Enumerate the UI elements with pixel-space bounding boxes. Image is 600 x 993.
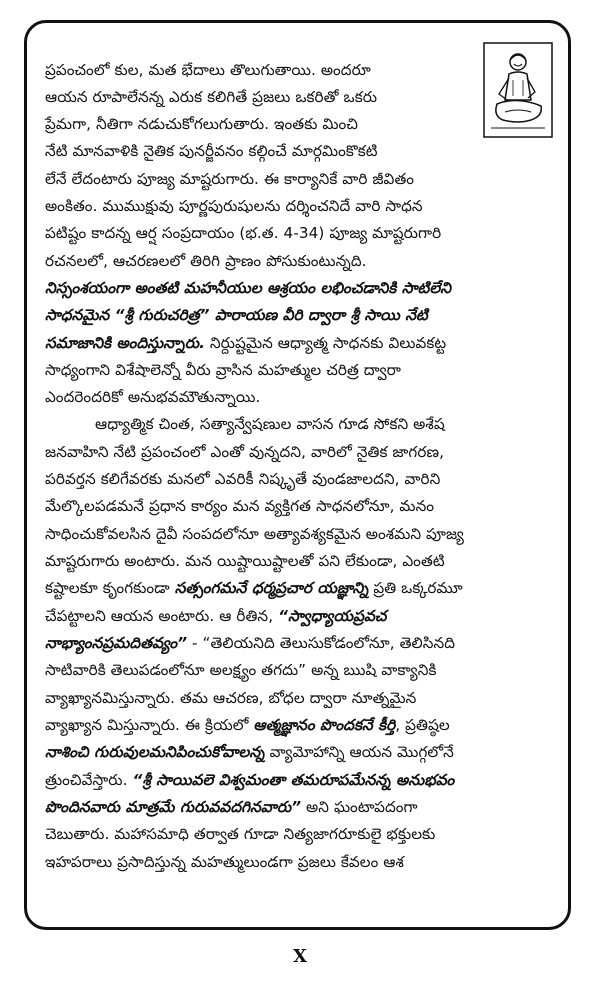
text-line-bold: సాధనమైన “శ్రీ గురుచరిత్ర” పారాయణ వీరి ద్వారా శ్రీ సాయి నేటి <box>45 306 428 324</box>
text-line: ఆయన రూపాలేనన్న ఎరుక కలిగితే ప్రజలు ఒకరితో ఒకరు <box>45 88 378 106</box>
master-portrait-image <box>483 42 553 138</box>
text-span: - “తెలియనిది తెలుసుకోడంలోనూ, తెలిసినది <box>187 634 456 652</box>
text-line: నేటి మానవాళికి నైతిక పునర్జీవనం కల్గించే మార్గమింకొకటి <box>45 142 378 160</box>
text-line-mixed <box>45 797 418 817</box>
text-span: చేపట్టాలని ఆయన అంటారు. ఆ రీతిన, <box>45 607 279 625</box>
text-line: జనవాహిని నేటి ప్రపంచంలో ఎంతో వున్నదని, వారిలో నైతిక జాగరణ, <box>45 443 445 461</box>
text-line: సాధించుకోవలసిన దైవీ సంపదలోనూ అత్యావశ్యకమైన అంశమని పూజ్య <box>45 525 464 543</box>
page-number: X <box>293 946 307 967</box>
text-line: సాటివారికి తెలుపడంలోనూ అలక్ష్యం తగదు” అన్న ఋషి వాక్యానికి <box>45 661 437 679</box>
bold-span: పొందినవారు మాత్రమే గురువవదగినవారు” <box>45 798 302 816</box>
text-line-bold: నిస్సంశయంగా అంతటి మహనీయుల ఆశ్రయం లభించడానికి సాటిలేని <box>45 279 452 297</box>
text-line: మేల్కొలపడమనే ప్రధాన కార్యం మన వ్యక్తిగత సాధనలోనూ, మనం <box>45 497 435 515</box>
text-line: పరివర్తన కలిగేవరకు మనలో ఎవరికీ నిష్కృతే వుండజాలదని, వారిని <box>45 470 441 488</box>
text-line: ఇహపరాలు ప్రసాదిస్తున్న మహత్ములుండగా ప్రజలు కేవలం ఆశ <box>45 853 404 871</box>
text-line: ఎందరెందరికో అనుభవమౌతున్నాయి. <box>45 388 261 406</box>
bold-span: “స్వాధ్యాయప్రవచ <box>278 607 387 625</box>
text-line: ప్రపంచంలో కుల, మత భేదాలు తొలుగుతాయి. అందరూ <box>45 61 371 79</box>
text-line-mixed <box>45 770 454 790</box>
bold-span: సమాజానికి అందిస్తున్నారు. <box>45 334 205 352</box>
text-line: మాష్టరుగారు అంటారు. మన యిష్టాయిష్టాలతో పని లేకుండా, ఎంతటి <box>45 552 445 570</box>
paragraph-start-line: ఆధ్యాత్మిక చింత, సత్యాన్వేషణుల వాసన గూడ సోకని అశేష <box>95 415 445 433</box>
text-span: వ్యామోహాన్ని ఆయన మొగ్గలోనే <box>264 743 454 761</box>
text-line: పటిష్టం కాదన్న ఆర్ష సంప్రదాయం (భ.త. 4-34) పూజ్య మాష్టరుగారి <box>45 224 442 242</box>
bold-span: సత్సంగమనే ధర్మప్రచార యజ్ఞాన్ని <box>174 579 369 597</box>
text-span: వ్యాఖ్యాన మిస్తున్నారు. ఈ క్రియలో <box>45 716 254 734</box>
text-line: చెబుతారు. మహాసమాధి తర్వాత గూడా నిత్యజాగరూకులై భక్తులకు <box>45 825 436 843</box>
text-line-mixed <box>45 606 387 626</box>
text-line: రచనలలో, ఆచరణలలో తిరిగి ప్రాణం పోసుకుంటున్నది. <box>45 252 367 270</box>
text-line-mixed <box>45 333 446 353</box>
text-line: అంకితం. ముముక్షువు పూర్ణపురుషులను దర్శించనిదే వారి సాధన <box>45 197 423 215</box>
text-line: ప్రేమగా, నీతిగా నడుచుకోగలుగుతారు. ఇంతకు మించి <box>45 115 359 133</box>
text-line: లేనే లేదంటారు పూజ్య మాష్టరుగారు. ఈ కార్యానికే వారి జీవితం <box>45 170 415 188</box>
bold-span: నాశించి గురువులమనిపించుకోవాలన్న <box>45 743 265 761</box>
bold-span: ఆత్మజ్ఞానం పొందకనే కీర్తి <box>253 716 396 734</box>
text-line-mixed <box>45 715 450 735</box>
text-span: ప్రతి ఒక్కరమూ <box>368 579 463 597</box>
text-line-mixed <box>45 742 454 762</box>
text-span: నిర్దుష్టమైన ఆధ్యాత్మ సాధనకు విలువకట్ట <box>204 334 447 352</box>
text-span: , ప్రతిష్ఠల <box>395 716 450 734</box>
text-line-mixed <box>45 578 463 598</box>
text-line: వ్యాఖ్యానమిస్తున్నారు. తమ ఆచరణ, బోధల ద్వారా నూత్నమైన <box>45 689 417 707</box>
text-span: త్రుంచివేస్తారు. <box>45 771 133 789</box>
text-line: సాధ్యంగాని విశేషాలెన్నో వీరు వ్రాసిన మహత్ముల చరిత్ర ద్వారా <box>45 361 401 379</box>
bold-span: “శ్రీ సాయివలె విశ్వమంతా తమరూపమేనన్న అనుభవం <box>132 771 455 789</box>
text-span: కష్టాలకూ కృంగకుండా <box>45 579 175 597</box>
text-line-mixed <box>45 633 455 653</box>
bold-span: నాభ్యాంనప్రమదితవ్యం” <box>45 634 188 652</box>
text-span: అని ఘంటాపదంగా <box>301 798 418 816</box>
